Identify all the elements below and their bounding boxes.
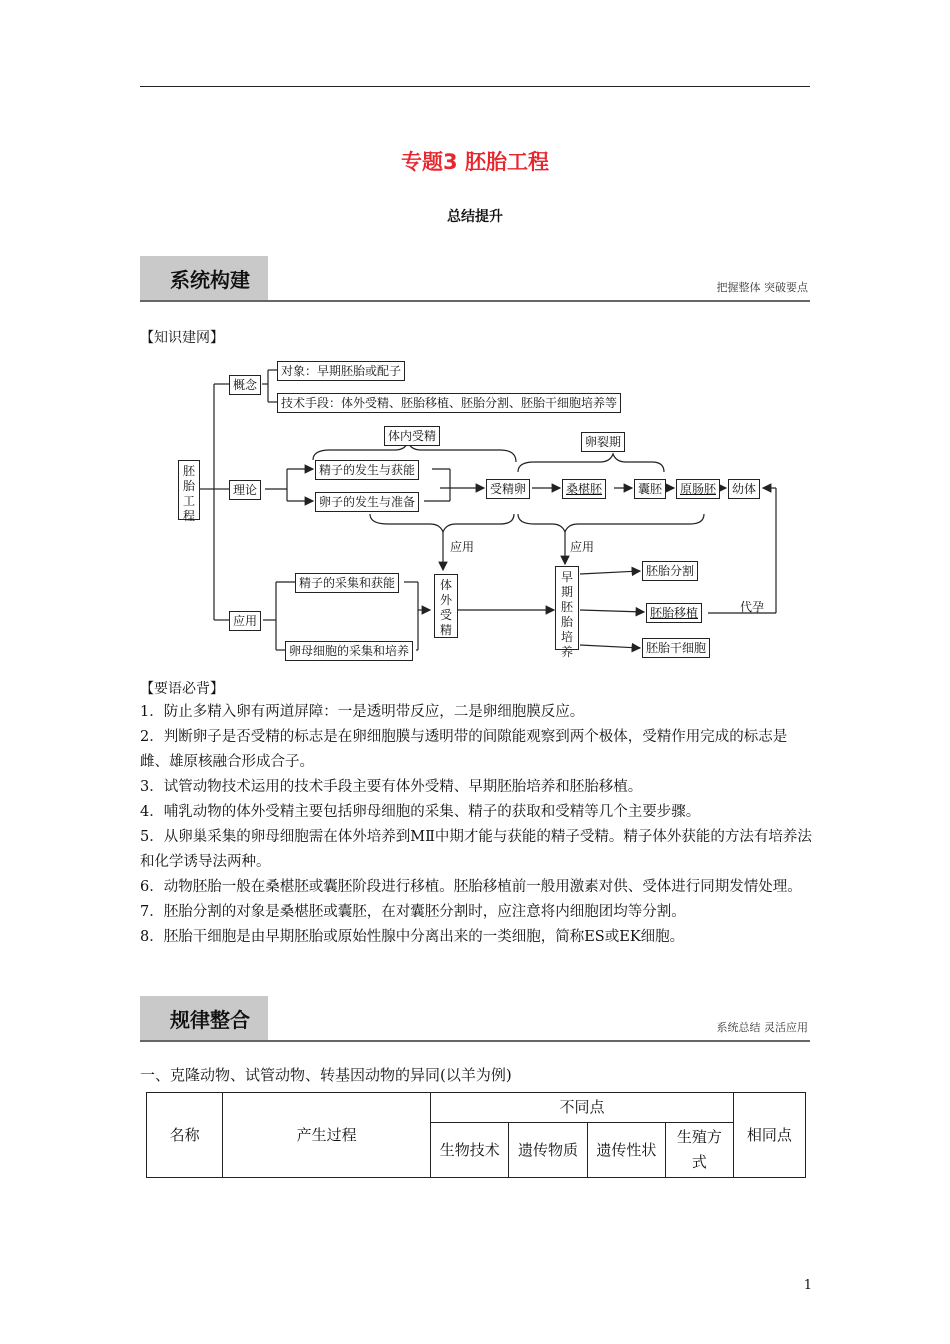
point-item: 5．从卵巢采集的卵母细胞需在体外培养到MⅡ中期才能与获能的精子受精。精子体外获能的方法有培养法和化学诱导法两种。 bbox=[140, 829, 812, 870]
section-tag: 系统总结 灵活应用 bbox=[716, 1021, 808, 1034]
node-morula: 桑椹胚 bbox=[562, 479, 606, 499]
point-item: 1．防止多精入卵有两道屏障：一是透明带反应，二是卵细胞膜反应。 bbox=[140, 704, 585, 720]
table-header-same: 相同点 bbox=[733, 1093, 805, 1178]
point-item: 4．哺乳动物的体外受精主要包括卵母细胞的采集、精子的获取和受精等几个主要步骤。 bbox=[140, 804, 701, 820]
node-cleavage: 卵裂期 bbox=[581, 432, 625, 452]
node-fertilized: 受精卵 bbox=[486, 479, 530, 499]
doc-subtitle: 总结提升 bbox=[447, 209, 503, 225]
node-root: 胚胎工程 bbox=[178, 460, 200, 520]
section-label: 系统构建 bbox=[170, 268, 250, 292]
points-list bbox=[140, 700, 812, 950]
node-young: 幼体 bbox=[728, 479, 760, 499]
node-blastocyst: 囊胚 bbox=[634, 479, 666, 499]
section-label: 规律整合 bbox=[170, 1008, 250, 1032]
node-theory: 理论 bbox=[229, 480, 261, 500]
node-invivo: 体内受精 bbox=[384, 426, 440, 446]
node-egg-dev: 卵子的发生与准备 bbox=[315, 492, 419, 512]
table-header-diff: 不同点 bbox=[431, 1093, 734, 1123]
node-early-culture: 早期胚胎培养 bbox=[555, 566, 579, 650]
section-tag: 把握整体 突破要点 bbox=[716, 281, 808, 294]
point-item: 2．判断卵子是否受精的标志是在卵细胞膜与透明带的间隙能观察到两个极体，受精作用完成的标志是雌、雄原核融合形成合子。 bbox=[140, 729, 788, 770]
subhead-memo: 【要语必背】 bbox=[140, 681, 224, 697]
point-item: 6．动物胚胎一般在桑椹胚或囊胚阶段进行移植。胚胎移植前一般用激素对供、受体进行同期发情处理。 bbox=[140, 879, 802, 895]
node-stem: 胚胎干细胞 bbox=[642, 638, 710, 658]
table-subheader: 遗传物质 bbox=[509, 1123, 587, 1178]
node-sperm-collect: 精子的采集和获能 bbox=[295, 573, 399, 593]
comparison-heading: 一、克隆动物、试管动物、转基因动物的异同(以羊为例) bbox=[140, 1066, 512, 1084]
label-surrogate: 代孕 bbox=[740, 600, 765, 614]
label-apply-2: 应用 bbox=[570, 540, 595, 554]
node-split: 胚胎分割 bbox=[642, 561, 698, 581]
point-item: 7．胚胎分割的对象是桑椹胚或囊胚，在对囊胚分割时，应注意将内细胞团均等分割。 bbox=[140, 904, 686, 920]
subhead-network: 【知识建网】 bbox=[140, 330, 224, 346]
table-header-process: 产生过程 bbox=[223, 1093, 431, 1178]
node-object: 对象：早期胚胎或配子 bbox=[277, 361, 405, 381]
doc-title: 专题3 胚胎工程 bbox=[401, 150, 549, 174]
comparison-table bbox=[146, 1092, 806, 1178]
node-ivf: 体外受精 bbox=[434, 574, 458, 638]
node-tech: 技术手段：体外受精、胚胎移植、胚胎分割、胚胎干细胞培养等 bbox=[277, 393, 621, 413]
point-item: 3．试管动物技术运用的技术手段主要有体外受精、早期胚胎培养和胚胎移植。 bbox=[140, 779, 643, 795]
node-sperm-dev: 精子的发生与获能 bbox=[315, 460, 419, 480]
table-subheader: 生物技术 bbox=[431, 1123, 509, 1178]
point-item: 8．胚胎干细胞是由早期胚胎或原始性腺中分离出来的一类细胞，简称ES或EK细胞。 bbox=[140, 929, 685, 945]
node-concept: 概念 bbox=[229, 375, 261, 395]
node-transfer: 胚胎移植 bbox=[646, 603, 702, 623]
table-header-name: 名称 bbox=[147, 1093, 223, 1178]
section-header-rules bbox=[140, 996, 810, 1042]
label-apply-1: 应用 bbox=[450, 540, 475, 554]
table-subheader: 生殖方式 bbox=[666, 1123, 734, 1178]
page-number: 1 bbox=[803, 1278, 812, 1293]
node-oocyte-collect: 卵母细胞的采集和培养 bbox=[285, 641, 413, 661]
node-application: 应用 bbox=[229, 611, 261, 631]
node-gastrula: 原肠胚 bbox=[676, 479, 720, 499]
table-subheader: 遗传性状 bbox=[587, 1123, 665, 1178]
